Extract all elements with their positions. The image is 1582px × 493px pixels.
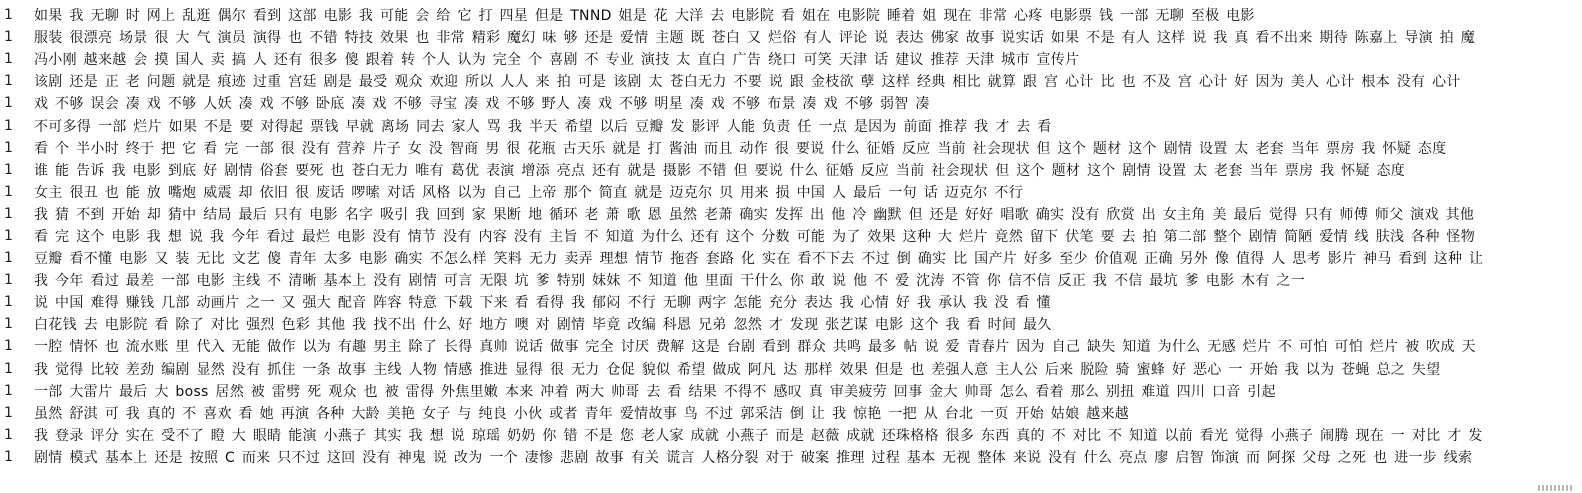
text-line[interactable]: [0, 181, 1582, 203]
line-label: 1: [4, 338, 13, 355]
line-text[interactable]: 谁 能 告诉 我 电影 到底 好 剧情 俗套 要死 也 苍白无力 唯有 葛优 表演 增添 亮点 还有 就是 摄影 不错 但 要说 什么 征婚 反应 当前 社会现状 但 这个 题材 这个 剧情 设置 太 老套 当年 票房 我 怀疑 态度: [34, 162, 1406, 179]
line-text[interactable]: 一腔 情怀 也 流水账 里 代入 无能 做作 以为 有趣 男主 除了 长得 真帅 说话 做事 完全 讨厌 费解 这是 台剧 看到 群众 共鸣 最多 帖 说 爱 青春片 因为 自己 缺失 知道 为什么 无感 烂片 不 可怕 可怕 烂片 被 吹成 天: [34, 339, 1476, 356]
line-text[interactable]: 我 登录 评分 实在 受不了 瞪 大 眼睛 能演 小燕子 其实 我 想 说 琼瑶 奶奶 你 错 不是 您 老人家 成就 小燕子 而是 赵薇 成就 还珠格格 很多 东西 真的 不 对比 不 知道 以前 看光 觉得 小燕子 闹腾 现在 一 对比 才 发: [34, 427, 1483, 444]
text-line[interactable]: [0, 26, 1582, 48]
line-label: 1: [4, 294, 13, 311]
text-line[interactable]: [0, 335, 1582, 357]
line-text[interactable]: 白花钱 去 电影院 看 除了 对比 强烈 色彩 其他 我 找不出 什么 好 地方 噢 对 剧情 毕竟 改编 科恩 兄弟 忽然 才 发现 张艺谋 电影 这个 我 看 时间 最久: [34, 317, 1052, 334]
line-text[interactable]: 该剧 还是 正 老 问题 就是 痕迹 过重 宫廷 剧是 最受 观众 欢迎 所以 人人 来 拍 可是 该剧 太 苍白无力 不要 说 跟 金枝欲 孽 这样 经典 相比 就算 跟 宫 心计 比 也 不及 宫 心计 好 因为 美人 心计 根本 没有 心计: [34, 74, 1461, 91]
line-label: 1: [4, 205, 13, 222]
text-line[interactable]: [0, 203, 1582, 225]
text-line[interactable]: [0, 313, 1582, 335]
line-label: 1: [4, 316, 13, 333]
line-label: 1: [4, 227, 13, 244]
text-line[interactable]: [0, 269, 1582, 291]
line-label: 1: [4, 139, 13, 156]
text-line[interactable]: [0, 291, 1582, 313]
line-text[interactable]: 看 个 半小时 终于 把 它 看 完 一部 很 没有 营养 片子 女 没 智商 男 很 花瓶 古天乐 就是 打 酱油 而且 动作 很 要说 什么 征婚 反应 当前 社会现状 但 这个 题材 这个 剧情 设置 太 老套 当年 票房 我 怀疑 态度: [34, 140, 1447, 157]
line-text[interactable]: 我 猜 不到 开始 却 猜中 结局 最后 只有 电影 名字 吸引 我 回到 家 果断 地 循环 老 萧 歌 恩 虽然 老萧 确实 发挥 出 他 冷 幽默 但 还是 好好 唱歌 确实 没有 欣赏 出 女主角 美 最后 觉得 只有 师傅 师父 演戏 其他: [34, 206, 1475, 223]
line-text[interactable]: 如果 我 无聊 时 网上 乱逛 偶尔 看到 这部 电影 我 可能 会 给 它 打 四星 但是 TNND 姐是 花 大洋 去 电影院 看 姐在 电影院 睡着 姐 现在 非常 心疼 电影票 钱 一部 无聊 至极 电影: [34, 8, 1255, 25]
line-label: 1: [4, 51, 13, 68]
text-line[interactable]: [0, 424, 1582, 446]
line-label: 1: [4, 426, 13, 443]
line-label: 1: [4, 272, 13, 289]
text-line[interactable]: [0, 159, 1582, 181]
text-line[interactable]: [0, 225, 1582, 247]
line-text[interactable]: 戏 不够 误会 凑 戏 不够 人妖 凑 戏 不够 卧底 凑 戏 不够 寻宝 凑 戏 不够 野人 凑 戏 不够 明星 凑 戏 不够 布景 凑 戏 不够 弱智 凑: [34, 96, 930, 113]
text-line[interactable]: [0, 48, 1582, 70]
text-line[interactable]: [0, 4, 1582, 26]
text-line[interactable]: [0, 247, 1582, 269]
line-label: 1: [4, 29, 13, 46]
line-text[interactable]: 我 觉得 比较 差劲 编剧 显然 没有 抓住 一条 故事 主线 人物 情感 推进 显得 很 无力 仓促 貌似 希望 做成 阿凡 达 那样 效果 但是 也 差强人意 主人公 后来 脱险 骑 蜜蜂 好 恶心 一 开始 我 以为 苍蝇 总之 失望: [34, 361, 1441, 378]
line-text[interactable]: 我 今年 看过 最差 一部 电影 主线 不 清晰 基本上 没有 剧情 可言 无限 坑 爹 特别 妹妹 不 知道 他 里面 干什么 你 敢 说 他 不 爱 沈涛 不管 你 信不信 反正 我 不信 最坑 爹 电影 木有 之一: [34, 273, 1306, 290]
line-text[interactable]: 剧情 模式 基本上 还是 按照 C 而来 只不过 这回 没有 神鬼 说 改为 一个 凄惨 悲剧 故事 有关 谎言 人格分裂 对于 破案 推理 过程 基本 无视 整体 来说 没有 什么 亮点 廖 启智 饰演 而 阿探 父母 之死 也 进一步 线索: [34, 449, 1473, 466]
line-label: 1: [4, 250, 13, 267]
text-line[interactable]: [0, 70, 1582, 92]
line-label: 1: [4, 95, 13, 112]
line-label: 1: [4, 404, 13, 421]
line-text[interactable]: 说 中国 难得 赚钱 几部 动画片 之一 又 强大 配音 阵容 特意 下载 下来 看 看得 我 郁闷 不行 无聊 两字 怎能 充分 表达 我 心情 好 我 承认 我 没 看 懂: [34, 295, 1051, 312]
line-text[interactable]: 冯小刚 越来越 会 摸 国人 卖 搞 人 还有 很多 傻 跟着 转 个人 认为 完全 个 喜剧 不 专业 演技 太 直白 广告 绕口 可笑 天津 话 建议 推荐 天津 城市 宣传片: [34, 52, 1080, 69]
line-text[interactable]: 一部 大雷片 最后 大 boss 居然 被 雷劈 死 观众 也 被 雷得 外焦里嫩 本来 冲着 两大 帅哥 去 看 结果 不得不 感叹 真 审美疲劳 回事 金大 帅哥 怎么 看着 那么 别扭 难道 四川 口音 引起: [34, 383, 1276, 400]
text-line[interactable]: [0, 446, 1582, 468]
text-line[interactable]: [0, 402, 1582, 424]
line-text[interactable]: 豆瓣 看不懂 电影 又 装 无比 文艺 傻 青年 太多 电影 确实 不怎么样 笑料 无力 卖弄 理想 情节 拖沓 套路 化 实在 看不下去 不过 倒 确实 比 国产片 好多 至少 价值观 正确 另外 像 值得 人 思考 影片 神马 看到 这种 让: [34, 251, 1484, 268]
line-text[interactable]: 虽然 舒淇 可 我 真的 不 喜欢 看 她 再演 各种 大龄 美艳 女子 与 纯良 小伙 或者 青年 爱情故事 鸟 不过 郭采洁 倒 让 我 惊艳 一把 从 台北 一页 开始 姑娘 越来越: [34, 405, 1130, 422]
resize-grip[interactable]: [1538, 485, 1572, 491]
line-label: 1: [4, 7, 13, 24]
line-label: 1: [4, 161, 13, 178]
line-text[interactable]: 看 完 这个 电影 我 想 说 我 今年 看过 最烂 电影 没有 情节 没有 内容 没有 主旨 不 知道 为什么 还有 这个 分数 可能 为了 效果 这种 大 烂片 竟然 留下 伏笔 要 去 拍 第二部 整个 剧情 简陋 爱情 线 肤浅 各种 怪物: [34, 228, 1476, 245]
line-text[interactable]: 服装 很漂亮 场景 很 大 气 演员 演得 也 不错 特技 效果 也 非常 精彩 魔幻 味 够 还是 爱情 主题 既 苍白 又 烂俗 有人 评论 说 表达 佛家 故事 说实话 如果 不是 有人 这样 说 我 真 看不出来 期待 陈嘉上 导演 拍 魔: [34, 30, 1476, 47]
text-line[interactable]: [0, 358, 1582, 380]
line-label: 1: [4, 73, 13, 90]
text-line[interactable]: [0, 380, 1582, 402]
line-text[interactable]: 不可多得 一部 烂片 如果 不是 要 对得起 票钱 早就 离场 同去 家人 骂 我 半天 希望 以后 豆瓣 发 影评 人能 负责 任 一点 是因为 前面 推荐 我 才 去 看: [34, 118, 1052, 135]
line-label: 1: [4, 448, 13, 465]
text-line[interactable]: [0, 137, 1582, 159]
line-label: 1: [4, 183, 13, 200]
line-label: 1: [4, 117, 13, 134]
line-label: 1: [4, 360, 13, 377]
text-line[interactable]: [0, 114, 1582, 136]
line-label: 1: [4, 382, 13, 399]
line-text[interactable]: 女主 很丑 也 能 放 嘴炮 威震 却 依旧 很 废话 啰嗦 对话 风格 以为 自己 上帝 那个 简直 就是 迈克尔 贝 用来 损 中国 人 最后 一句 话 迈克尔 不行: [34, 184, 1024, 201]
text-line[interactable]: [0, 92, 1582, 114]
